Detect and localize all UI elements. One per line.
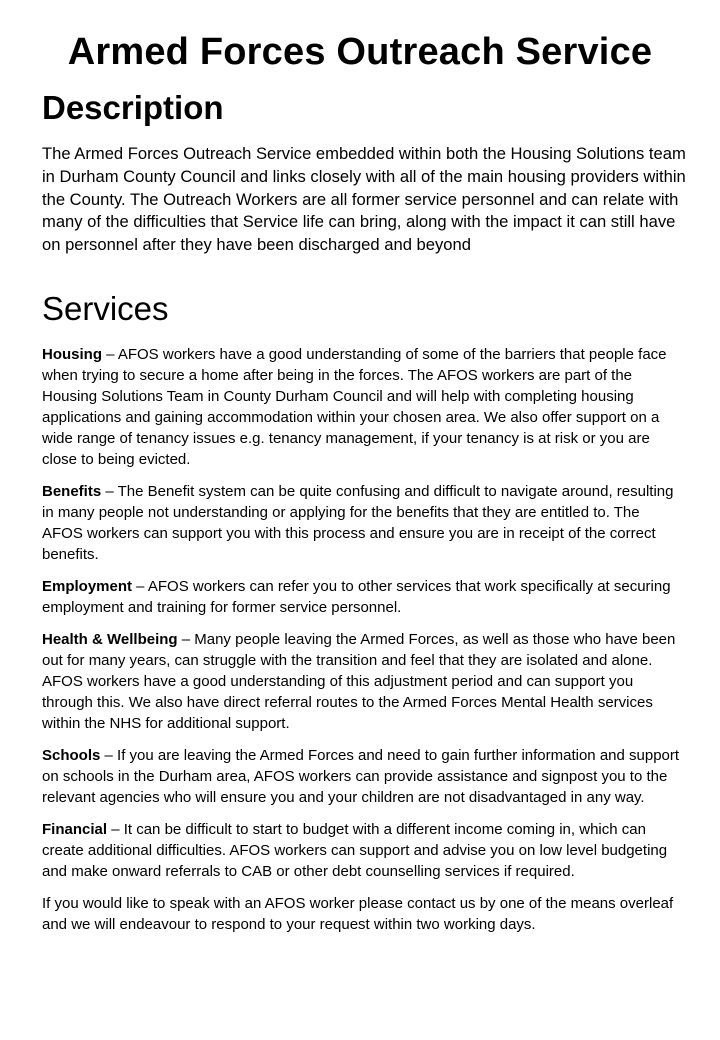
service-employment xyxy=(42,576,682,618)
service-health-wellbeing-text: – Many people leaving the Armed Forces, as well as those who have been out for many years, can struggle with the transition and feel that they are isolated and alone. AFOS workers have a good understanding of this adjustment period and can support you through this. We also have direct referral routes to the Armed Forces Mental Health services within the NHS for additional support. xyxy=(42,631,676,732)
service-schools-text: – If you are leaving the Armed Forces and need to gain further information and support on schools in the Durham area, AFOS workers can provide assistance and signpost you to the relevant agencies who will ensure you and your children are not disadvantaged in any way. xyxy=(42,747,680,806)
service-financial xyxy=(42,819,682,882)
service-financial-text: – It can be difficult to start to budget with a different income coming in, which can create additional difficulties. AFOS workers can support and advise you on low level budgeting and make onward referrals to CAB or other debt counselling services if required. xyxy=(42,821,668,880)
description-paragraph: The Armed Forces Outreach Service embedded within both the Housing Solutions team in Durham County Council and links closely with all of the main housing providers within the County. The Outreach Workers are all former service personnel and can relate with many of the difficulties that Service life can bring, along with the impact it can still have on personnel after they have been discharged and beyond xyxy=(42,144,686,255)
services-list xyxy=(42,344,682,935)
service-benefits-label: Benefits xyxy=(42,483,102,500)
service-schools xyxy=(42,745,682,808)
closing-paragraph: If you would like to speak with an AFOS worker please contact us by one of the means overleaf and we will endeavour to respond to your request within two working days. xyxy=(42,895,674,933)
service-housing-text: – AFOS workers have a good understanding of some of the barriers that people face when trying to secure a home after being in the forces. The AFOS workers are part of the Housing Solutions Team in County Durham Council and will help with completing housing applications and gaining accommodation within your chosen area. We also offer support on a wide range of tenancy issues e.g. tenancy management, if your tenancy is at risk or you are close to being evicted. xyxy=(42,346,667,468)
service-employment-text: – AFOS workers can refer you to other services that work specifically at securing employment and training for former service personnel. xyxy=(42,578,671,616)
description-heading: Description xyxy=(42,89,224,126)
service-benefits xyxy=(42,481,682,565)
service-benefits-text: – The Benefit system can be quite confusing and difficult to navigate around, resulting in many people not understanding or applying for the benefits that they are entitled to. The AFOS workers can support you with this process and ensure you are in receipt of the correct benefits. xyxy=(42,483,674,563)
page-title: Armed Forces Outreach Service xyxy=(67,31,653,73)
service-health-wellbeing xyxy=(42,629,682,734)
service-housing-label: Housing xyxy=(42,346,102,363)
service-housing xyxy=(42,344,682,470)
service-financial-label: Financial xyxy=(42,821,108,838)
service-health-wellbeing-label: Health & Wellbeing xyxy=(42,631,178,648)
service-employment-label: Employment xyxy=(42,578,133,595)
service-schools-label: Schools xyxy=(42,747,101,764)
services-heading: Services xyxy=(42,290,169,327)
